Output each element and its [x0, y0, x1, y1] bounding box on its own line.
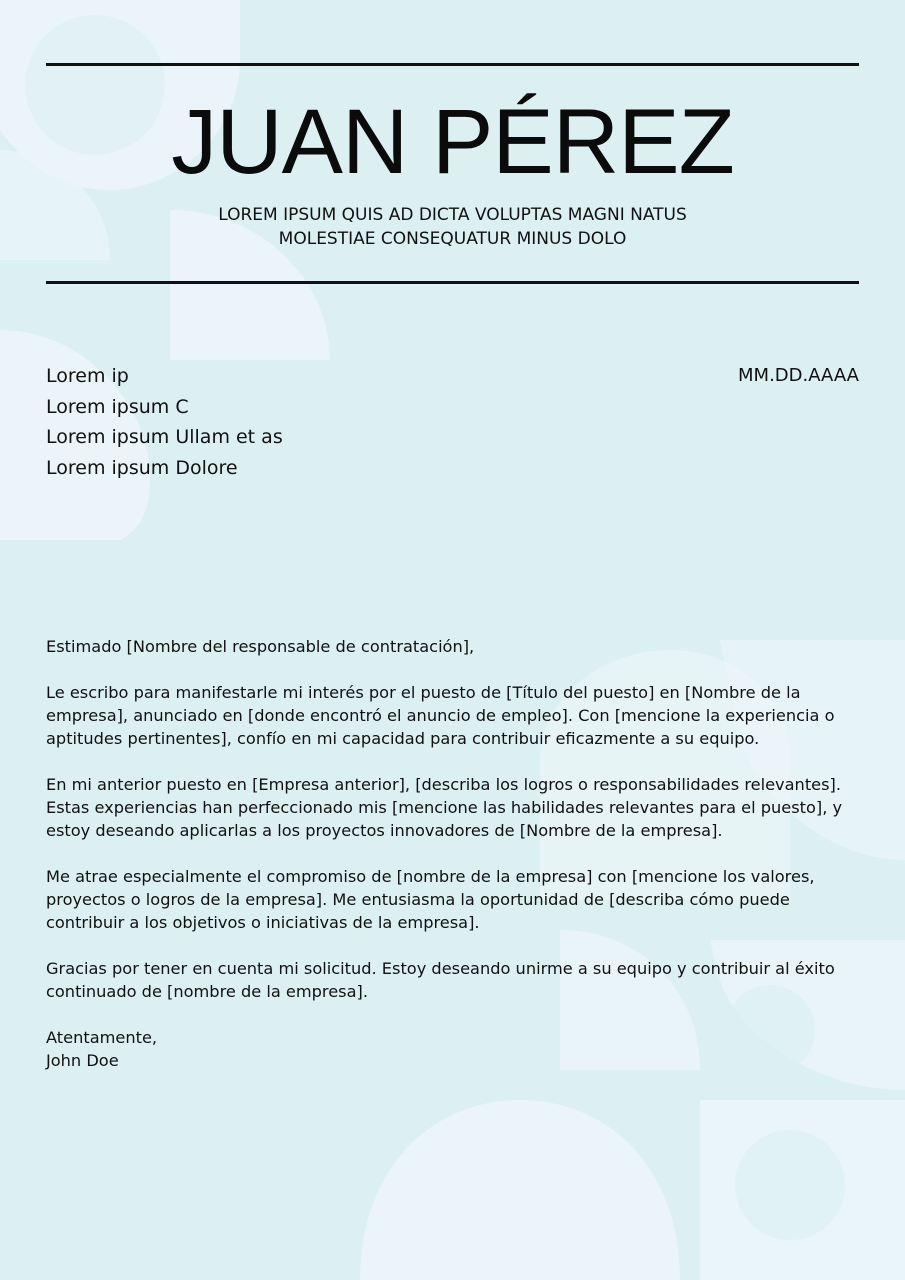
recipient-address: [46, 361, 283, 483]
letter-paragraph: Gracias por tener en cuenta mi solicitud. Estoy deseando unirme a su equipo y contribuir al éxito continuado de [nombre de la empresa].: [46, 959, 835, 1001]
letter-paragraph: En mi anterior puesto en [Empresa anterior], [describa los logros o responsabilidades relevantes]. Estas experiencias han perfeccionado mis [mencione las habilidades relevantes para el puesto], y estoy deseando aplicarlas a los proyectos innovadores de [Nombre de la empresa].: [46, 775, 843, 840]
letter-paragraph: Me atrae especialmente el compromiso de [nombre de la empresa] con [mencione los valores, proyectos o logros de la empresa]. Me entusiasma la oportunidad de [describa cómo puede contribuir a los objetivos o iniciativas de la empresa].: [46, 867, 815, 932]
recipient-line: Lorem ipsum Ullam et as: [46, 426, 283, 448]
letter-signature: John Doe: [46, 1051, 119, 1070]
letter-body: [46, 635, 846, 1072]
recipient-line: Lorem ipsum Dolore: [46, 456, 238, 479]
header-bottom-divider: [46, 281, 859, 284]
letter-paragraph: Le escribo para manifestarle mi interés por el puesto de [Título del puesto] en [Nombre de la empresa], anunciado en [donde encontró el anuncio de empleo]. Con [mencione la experiencia o aptitudes pertinentes], confío en mi capacidad para contribuir eficazmente a su equipo.: [46, 683, 835, 748]
recipient-line: Lorem ipsum C: [46, 395, 189, 418]
letter-signoff: [46, 1026, 846, 1072]
applicant-name: JUAN PÉREZ: [171, 91, 734, 193]
recipient-line: Lorem ip: [46, 365, 129, 387]
tagline-line-2: MOLESTIAE CONSEQUATUR MINUS DOLO: [278, 229, 627, 249]
letter-date: MM.DD.AAAA: [738, 365, 859, 386]
letter-closing: Atentamente,: [46, 1028, 158, 1047]
header-tagline: [0, 203, 905, 251]
letter-greeting: Estimado [Nombre del responsable de contratación],: [46, 637, 475, 656]
header-top-divider: [46, 63, 859, 66]
tagline-line-1: LOREM IPSUM QUIS AD DICTA VOLUPTAS MAGNI NATUS: [218, 205, 687, 225]
